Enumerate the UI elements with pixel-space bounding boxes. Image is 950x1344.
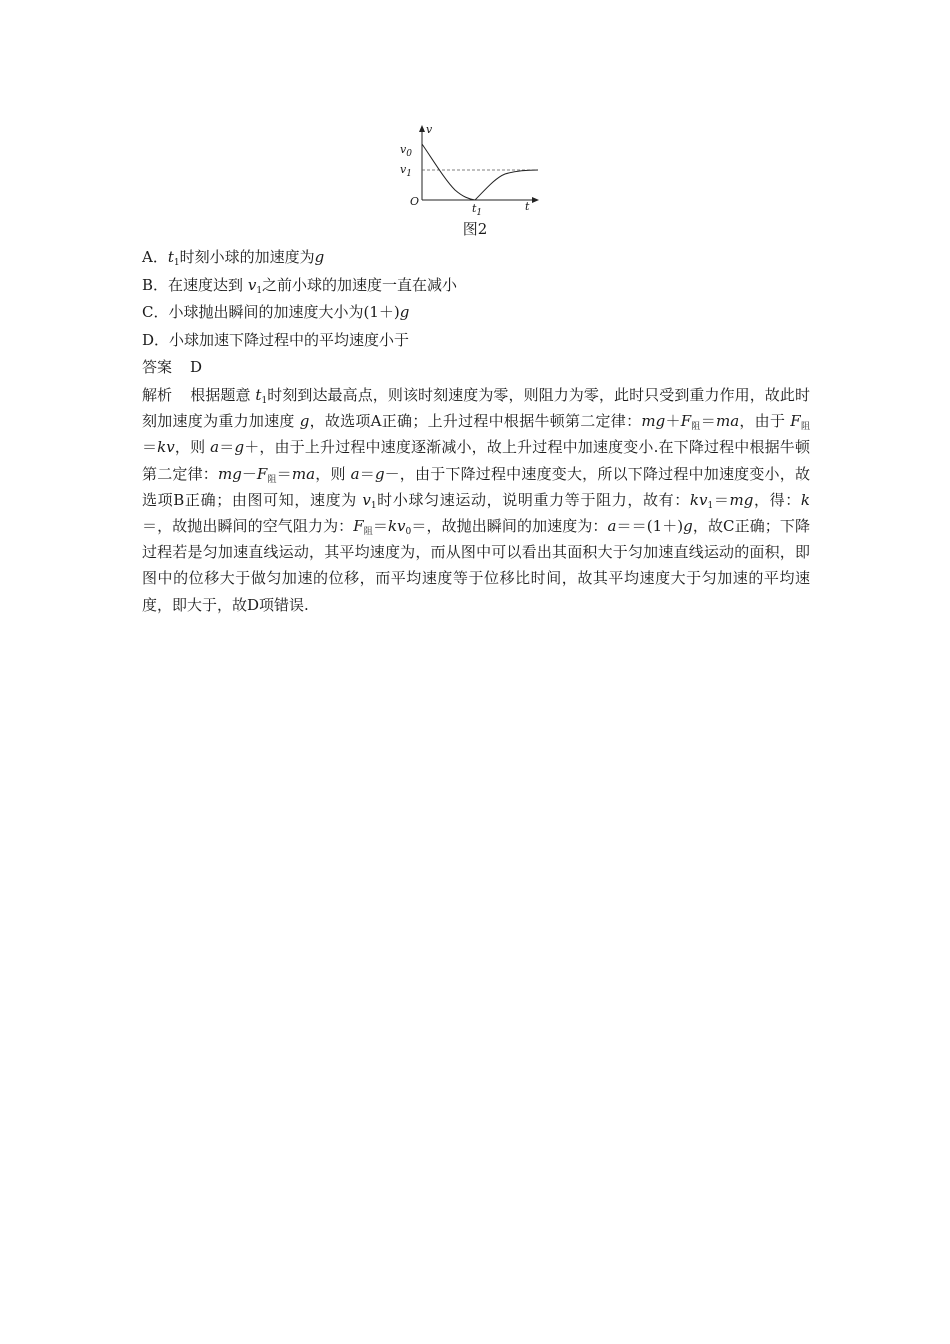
math-sub: 阻 <box>800 422 810 433</box>
option-c-text: 小球抛出瞬间的加速度大小为(1＋) <box>168 303 400 321</box>
analysis-text: ＝ <box>276 464 292 483</box>
analysis-text: ，故C正确；下降过程若是匀加速直线运动，其平均速度为，而从图中可以看出其面积大于匀加速直线运动的面积，即图中的位移大于做匀加速的位移，而平均速度等于位移比时间，故其平均速度大于匀加速的平均速度，即大于，故D项错误. <box>142 517 810 614</box>
math-var: ma <box>715 412 740 431</box>
analysis-text: － <box>241 464 257 483</box>
analysis-text: ＝ <box>713 490 730 509</box>
math-var: kv <box>387 517 406 536</box>
option-d <box>142 327 810 355</box>
math-var: kv <box>689 490 708 509</box>
option-b-sub: 1 <box>256 285 263 296</box>
math-var: k <box>800 490 810 509</box>
option-a-var: t <box>167 248 174 266</box>
analysis-text: ＝，故抛出瞬间的空气阻力为： <box>142 517 354 536</box>
math-var: kv <box>157 438 175 457</box>
math-var: F <box>790 412 801 431</box>
option-a-tail: g <box>314 248 325 266</box>
v1-label <box>400 163 412 179</box>
v0-label <box>400 143 412 159</box>
options-list <box>142 244 810 382</box>
analysis-text: 时小球匀速运动，说明重力等于阻力，故有： <box>376 490 690 509</box>
math-sub: 阻 <box>363 527 373 538</box>
math-var: mg <box>218 464 242 483</box>
math-var: a <box>607 517 617 536</box>
math-var: v <box>362 490 371 509</box>
math-var: a <box>350 464 360 483</box>
analysis-text: ，得： <box>753 490 801 509</box>
option-b-var: v <box>247 275 257 294</box>
v0-label-sub: 0 <box>406 149 412 159</box>
option-b-prefix: B． <box>142 275 169 294</box>
t1-label-main: t <box>472 202 477 215</box>
math-var: g <box>683 517 693 536</box>
option-a-text: 时刻小球的加速度为 <box>179 248 315 266</box>
t1-label <box>472 202 483 218</box>
math-var: mg <box>729 490 754 509</box>
math-var: mg <box>641 412 666 431</box>
math-var: F <box>680 412 692 431</box>
analysis-text: ＝ <box>372 517 388 536</box>
x-axis-arrow <box>532 197 539 203</box>
y-axis-label: v <box>426 123 433 136</box>
analysis-text: ＝，故抛出瞬间的加速度为： <box>411 517 608 536</box>
option-d-prefix: D． <box>142 330 170 349</box>
math-var: F <box>353 517 364 536</box>
analysis-paragraph <box>142 382 810 618</box>
t1-label-sub: 1 <box>476 208 483 218</box>
vt-graph <box>395 122 545 218</box>
option-c <box>142 299 810 327</box>
analysis-text: ＝ <box>359 464 375 483</box>
analysis-text: ，故选项A正确；上升过程中根据牛顿第二定律： <box>309 412 642 431</box>
option-a <box>142 244 810 272</box>
analysis-text: －，由于下降过程中速度变大，所以下降过程中加速度变小，故选项B正确；由图可知，速度为 <box>142 464 810 509</box>
v1-label-main: v <box>400 163 407 176</box>
origin-label: O <box>410 195 420 208</box>
analysis-text: ＝＝(1＋) <box>616 517 684 536</box>
figure-caption: 图2 <box>462 220 488 238</box>
math-sub: 1 <box>261 396 268 406</box>
option-b-text2: 之前小球的加速度一直在减小 <box>262 275 458 294</box>
velocity-curve <box>422 144 538 200</box>
analysis-text: ＋ <box>665 412 681 431</box>
analysis-text: ＝ <box>700 412 716 431</box>
option-a-prefix: A． <box>142 248 168 266</box>
analysis-text: ，则 <box>315 464 346 483</box>
option-b-text1: 在速度达到 <box>168 275 244 294</box>
math-sub: 1 <box>370 500 377 511</box>
math-sub: 0 <box>405 527 412 538</box>
v0-label-main: v <box>400 143 407 156</box>
math-sub: 1 <box>707 500 714 511</box>
math-sub: 阻 <box>691 422 701 433</box>
math-var: ma <box>291 464 316 483</box>
analysis-text: ＝ <box>142 438 158 457</box>
option-a-sub: 1 <box>173 258 180 268</box>
y-axis-arrow <box>419 125 425 132</box>
v1-label-sub: 1 <box>406 169 412 179</box>
option-c-prefix: C． <box>142 303 169 321</box>
analysis-text: ，则 <box>174 438 206 457</box>
analysis-text: ＝ <box>219 438 235 457</box>
option-c-tail: g <box>399 303 410 321</box>
option-b <box>142 272 810 300</box>
math-sub: 阻 <box>267 474 277 485</box>
analysis-text: ＋，由于上升过程中速度逐渐减小，故上升过程中加速度变小.在下降过程中根据牛顿第二定律： <box>142 438 810 483</box>
math-var: t <box>255 386 262 404</box>
analysis-text: ，由于 <box>739 412 786 431</box>
answer-value: D <box>190 358 203 376</box>
x-axis-label: t <box>525 200 530 213</box>
answer-label: 答案 <box>142 358 173 376</box>
option-d-text: 小球加速下降过程中的平均速度小于 <box>169 330 410 349</box>
analysis-text: 时刻到达最高点，则该时刻速度为零，则阻力为零，此时只受到重力作用，故此时刻加速度为重力加速度 <box>142 386 810 431</box>
math-var: g <box>374 464 385 483</box>
math-var: g <box>234 438 245 457</box>
analysis-label: 解析 <box>142 386 173 404</box>
answer <box>142 354 810 382</box>
analysis-text: 根据题意 <box>190 386 251 404</box>
math-var: F <box>256 464 268 483</box>
math-var: a <box>210 438 220 457</box>
math-var: g <box>299 412 310 431</box>
